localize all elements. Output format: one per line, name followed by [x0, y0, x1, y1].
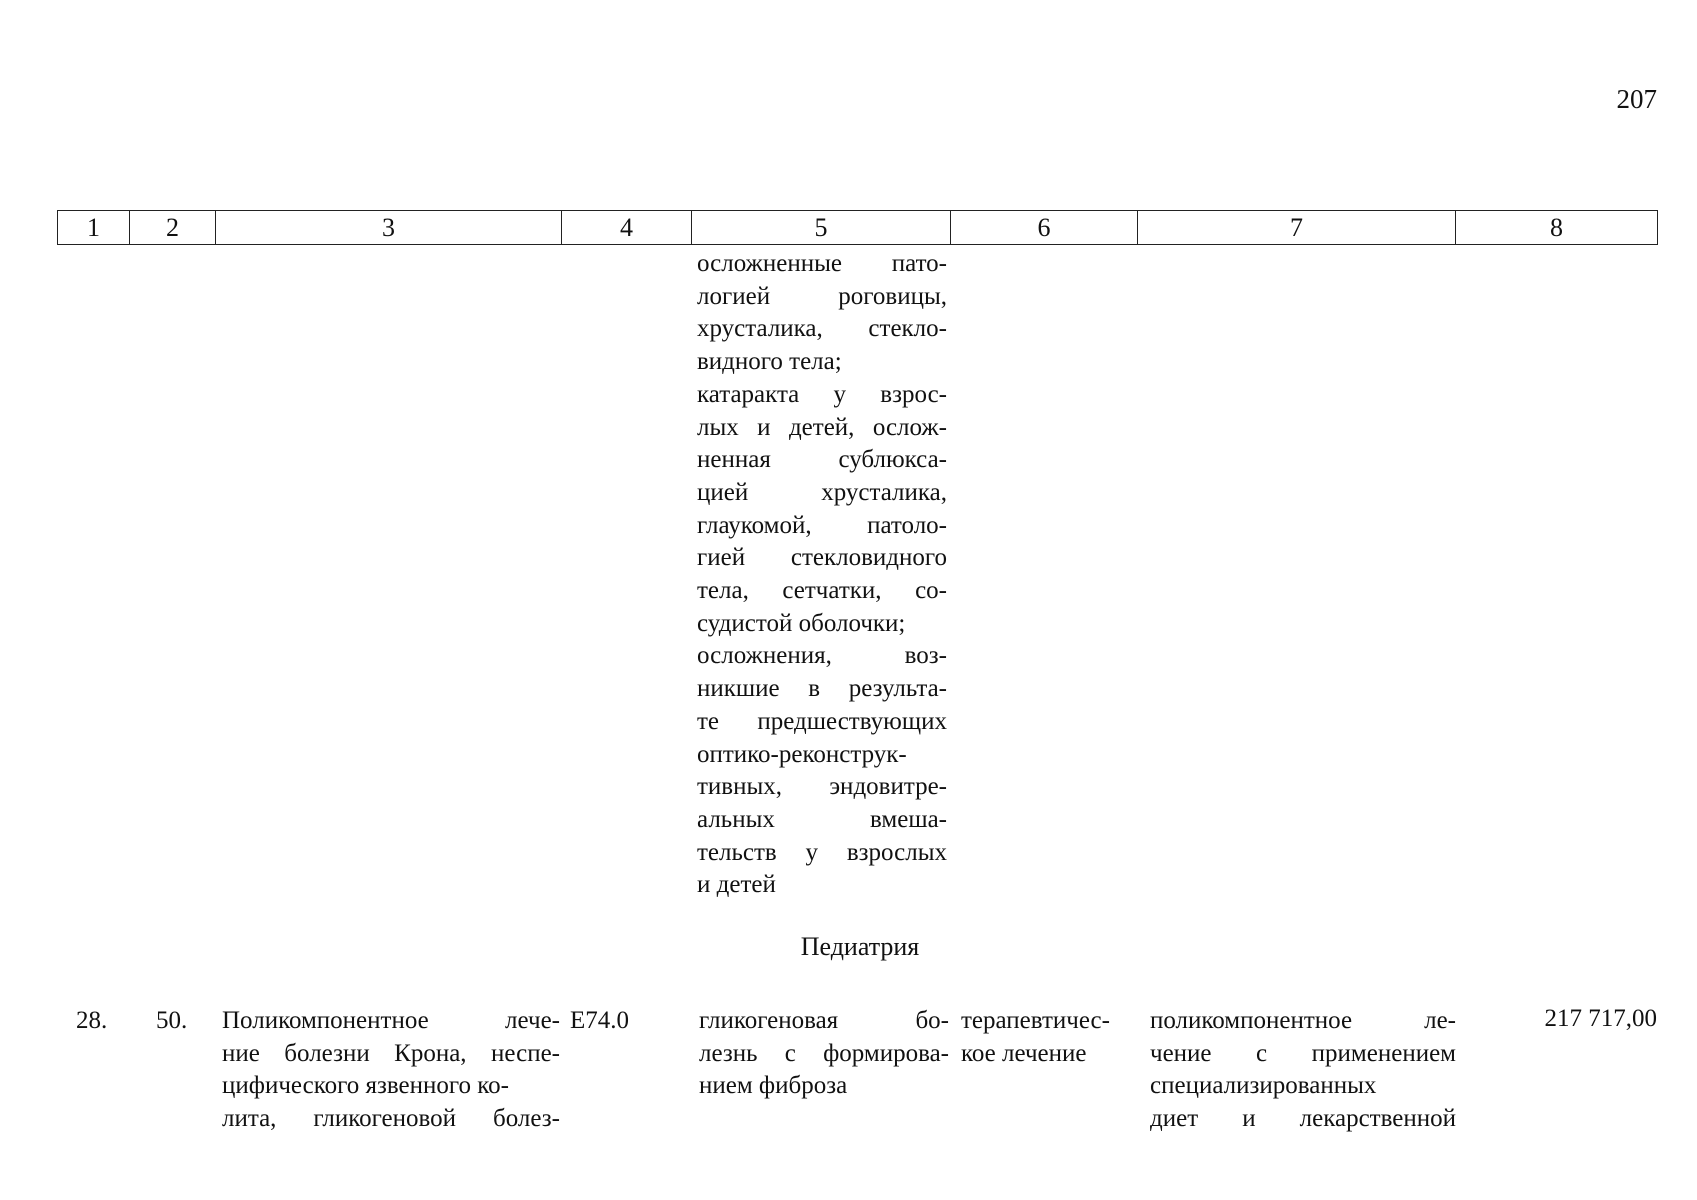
text-line: чение с применением [1150, 1039, 1456, 1067]
text-line: осложненные пато- [697, 250, 947, 277]
header-col-4: 4 [562, 211, 692, 245]
row-patient-model [699, 1005, 949, 1103]
text-line: диет и лекарственной [1150, 1104, 1456, 1132]
text-line: логией роговицы, [697, 282, 947, 310]
text-line: лита, гликогеновой болез- [222, 1104, 560, 1132]
text-line: осложнения, воз- [697, 642, 947, 670]
text-line: судистой оболочки; [697, 609, 906, 637]
text-line: гликогеновая бо- [699, 1007, 949, 1034]
continuation-col5-text [697, 248, 947, 902]
header-col-6: 6 [951, 211, 1138, 245]
page-number: 207 [1616, 84, 1657, 114]
text-line: ние болезни Крона, неспе- [222, 1039, 560, 1067]
text-line: гией стекловидного [697, 544, 947, 572]
row-method-number: 50. [156, 1007, 188, 1034]
text-line: терапевтичес- [961, 1007, 1110, 1034]
text-line: нием фиброза [699, 1072, 848, 1099]
text-line: глаукомой, патоло- [697, 511, 947, 539]
text-line: видного тела; [697, 348, 842, 376]
row-number: 28. [76, 1007, 108, 1034]
row-cost: 217 717,00 [1544, 1005, 1657, 1032]
text-line: тельств у взрослых [697, 838, 947, 866]
section-title: Педиатрия [800, 932, 920, 961]
header-col-2: 2 [130, 211, 216, 245]
text-line: Поликомпонентное лече- [222, 1007, 560, 1034]
text-line: лезнь с формирова- [699, 1039, 949, 1067]
row-treatment-method [1150, 1005, 1456, 1135]
text-line: никшие в результа- [697, 675, 947, 703]
text-line: поликомпонентное ле- [1150, 1007, 1456, 1034]
text-line: кое лечение [961, 1039, 1087, 1067]
header-col-3: 3 [216, 211, 562, 245]
header-col-8: 8 [1456, 211, 1658, 245]
text-line: ненная сублюкса- [697, 446, 947, 474]
text-line: тела, сетчатки, со- [697, 577, 947, 605]
text-line: оптико-реконструк- [697, 740, 907, 768]
header-col-5: 5 [692, 211, 951, 245]
text-line: и детей [697, 871, 776, 899]
text-line: те предшествующих [697, 707, 947, 735]
text-line: катаракта у взрос- [697, 380, 947, 408]
text-line: тивных, эндовитре- [697, 773, 947, 801]
row-method-name [222, 1005, 560, 1135]
row-icd-code: E74.0 [570, 1007, 630, 1034]
column-number-header [57, 210, 1658, 245]
text-line: альных вмеша- [697, 805, 947, 833]
text-line: цифического язвенного ко- [222, 1072, 509, 1099]
text-line: специализированных [1150, 1072, 1377, 1099]
text-line: цией хрусталика, [697, 478, 947, 506]
header-col-1: 1 [58, 211, 130, 245]
text-line: хрусталика, стекло- [697, 315, 947, 343]
row-treatment-type [961, 1005, 1141, 1070]
text-line: лых и детей, ослож- [697, 413, 947, 441]
header-col-7: 7 [1138, 211, 1456, 245]
